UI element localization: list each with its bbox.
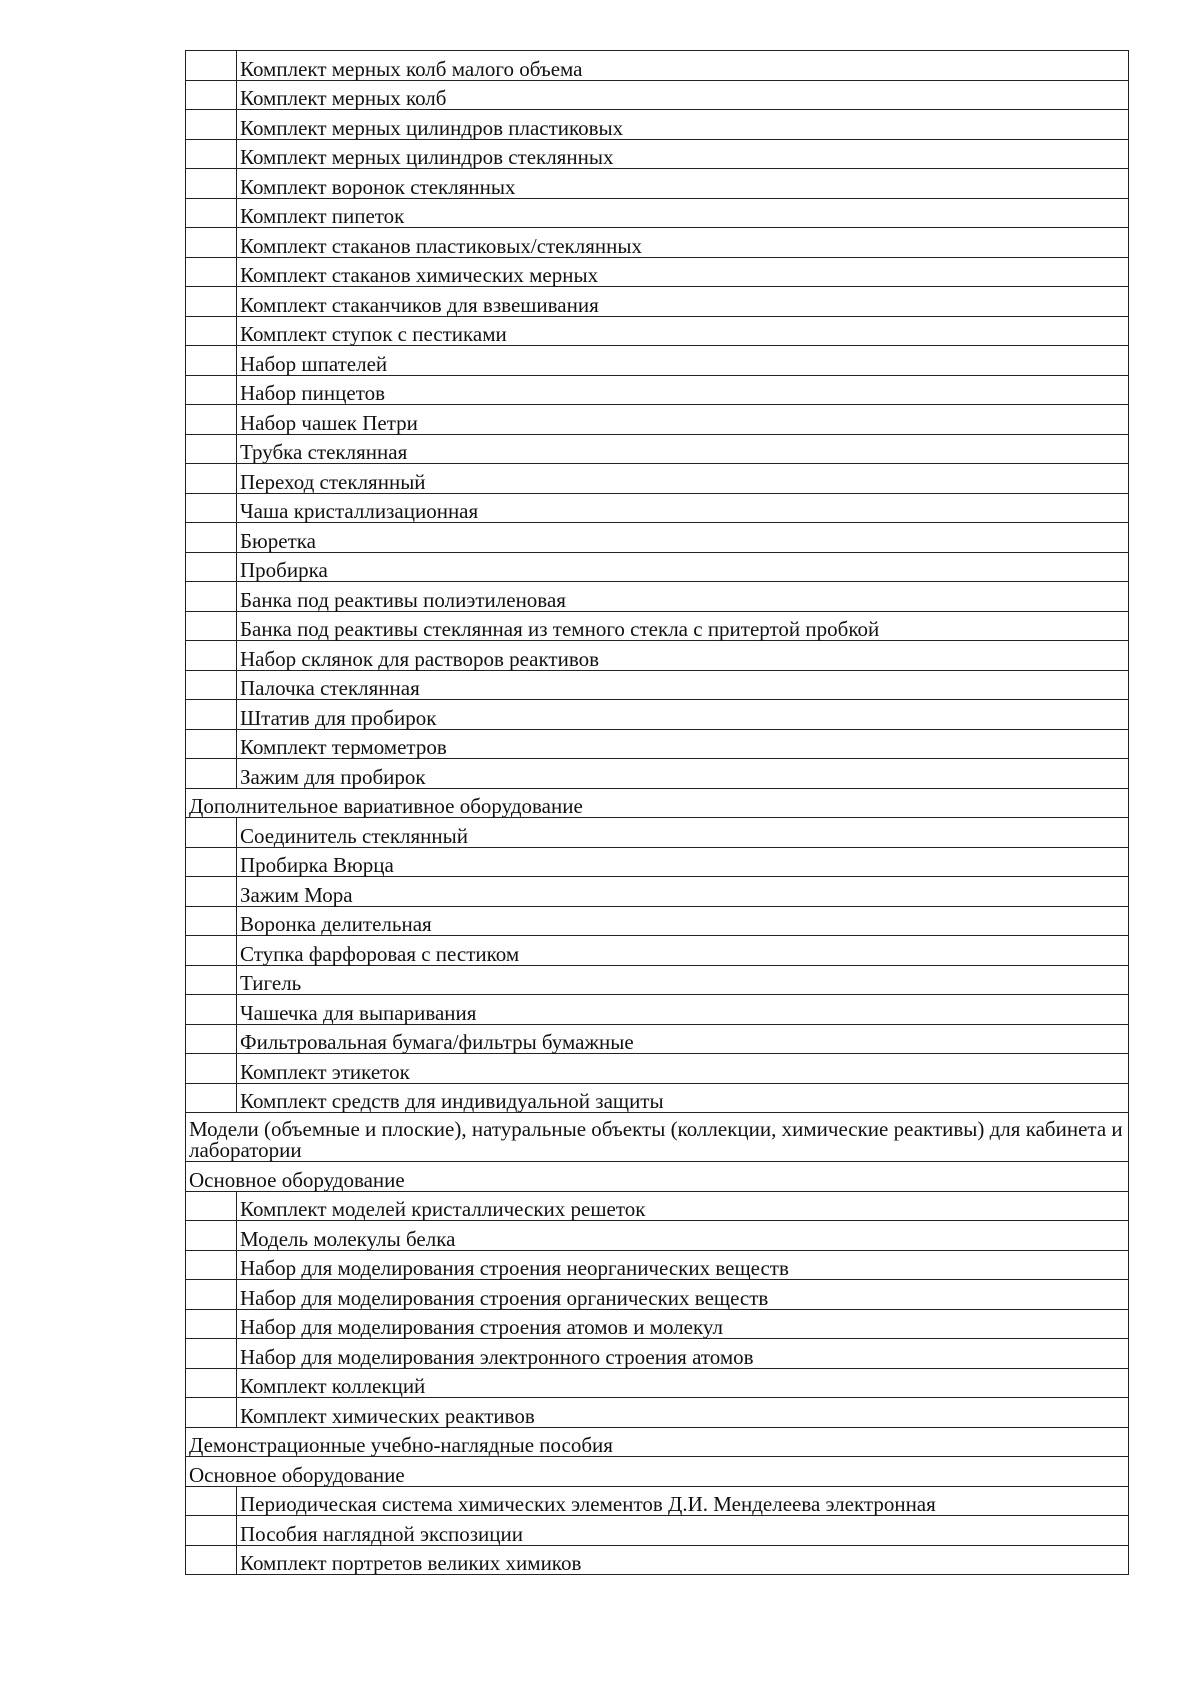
row-number-cell [186, 729, 237, 759]
item-name: Периодическая система химических элементов Д.И. Менделеева электронная [237, 1486, 1129, 1516]
row-number-cell [186, 464, 237, 494]
row-number-cell [186, 700, 237, 730]
row-number-cell [186, 847, 237, 877]
row-number-cell [186, 1339, 237, 1369]
table-row [186, 434, 1129, 464]
row-number-cell [186, 346, 237, 376]
row-number-cell [186, 611, 237, 641]
row-number-cell [186, 316, 237, 346]
item-name: Соединитель стеклянный [237, 818, 1129, 848]
table-row [186, 523, 1129, 553]
table-row [186, 611, 1129, 641]
table-row [186, 936, 1129, 966]
row-number-cell [186, 1280, 237, 1310]
row-number-cell [186, 198, 237, 228]
table-row [186, 759, 1129, 789]
item-name: Комплект пипеток [237, 198, 1129, 228]
table-row [186, 847, 1129, 877]
table-row [186, 906, 1129, 936]
row-number-cell [186, 1486, 237, 1516]
section-header-row [186, 1113, 1129, 1162]
item-name: Модель молекулы белка [237, 1221, 1129, 1251]
row-number-cell [186, 1368, 237, 1398]
document-page [185, 50, 1129, 1575]
table-row [186, 729, 1129, 759]
table-row [186, 257, 1129, 287]
row-number-cell [186, 523, 237, 553]
item-name: Набор для моделирования строения атомов и молекул [237, 1309, 1129, 1339]
row-number-cell [186, 375, 237, 405]
item-name: Пробирка Вюрца [237, 847, 1129, 877]
table-row [186, 1280, 1129, 1310]
item-name: Пособия наглядной экспозиции [237, 1516, 1129, 1546]
item-name: Комплект мерных колб [237, 80, 1129, 110]
table-row [186, 375, 1129, 405]
item-name: Бюретка [237, 523, 1129, 553]
table-row [186, 1339, 1129, 1369]
row-number-cell [186, 110, 237, 140]
item-name: Набор склянок для растворов реактивов [237, 641, 1129, 671]
item-name: Пробирка [237, 552, 1129, 582]
row-number-cell [186, 1309, 237, 1339]
item-name: Зажим Мора [237, 877, 1129, 907]
equipment-table [185, 50, 1129, 1575]
item-name: Тигель [237, 965, 1129, 995]
row-number-cell [186, 906, 237, 936]
row-number-cell [186, 1221, 237, 1251]
item-name: Переход стеклянный [237, 464, 1129, 494]
item-name: Комплект стаканов химических мерных [237, 257, 1129, 287]
table-row [186, 700, 1129, 730]
table-row [186, 464, 1129, 494]
row-number-cell [186, 1545, 237, 1575]
row-number-cell [186, 936, 237, 966]
item-name: Чаша кристаллизационная [237, 493, 1129, 523]
item-name: Комплект портретов великих химиков [237, 1545, 1129, 1575]
item-name: Комплект воронок стеклянных [237, 169, 1129, 199]
table-row [186, 1083, 1129, 1113]
item-name: Комплект коллекций [237, 1368, 1129, 1398]
row-number-cell [186, 1250, 237, 1280]
item-name: Комплект стаканчиков для взвешивания [237, 287, 1129, 317]
item-name: Штатив для пробирок [237, 700, 1129, 730]
item-name: Комплект средств для индивидуальной защиты [237, 1083, 1129, 1113]
item-name: Банка под реактивы стеклянная из темного стекла с притертой пробкой [237, 611, 1129, 641]
row-number-cell [186, 818, 237, 848]
table-row [186, 1221, 1129, 1251]
item-name: Набор пинцетов [237, 375, 1129, 405]
row-number-cell [186, 405, 237, 435]
row-number-cell [186, 1024, 237, 1054]
table-row [186, 287, 1129, 317]
table-row [186, 51, 1129, 81]
item-name: Чашечка для выпаривания [237, 995, 1129, 1025]
table-row [186, 80, 1129, 110]
item-name: Трубка стеклянная [237, 434, 1129, 464]
section-header-row [186, 788, 1129, 818]
row-number-cell [186, 1191, 237, 1221]
row-number-cell [186, 877, 237, 907]
row-number-cell [186, 228, 237, 258]
section-header-row [186, 1162, 1129, 1192]
row-number-cell [186, 51, 237, 81]
row-number-cell [186, 670, 237, 700]
row-number-cell [186, 995, 237, 1025]
item-name: Комплект ступок с пестиками [237, 316, 1129, 346]
table-row [186, 1516, 1129, 1546]
table-row [186, 582, 1129, 612]
item-name: Палочка стеклянная [237, 670, 1129, 700]
table-row [186, 198, 1129, 228]
row-number-cell [186, 139, 237, 169]
row-number-cell [186, 1516, 237, 1546]
item-name: Ступка фарфоровая с пестиком [237, 936, 1129, 966]
row-number-cell [186, 1054, 237, 1084]
item-name: Набор для моделирования электронного строения атомов [237, 1339, 1129, 1369]
section-header-row [186, 1427, 1129, 1457]
row-number-cell [186, 552, 237, 582]
table-row [186, 965, 1129, 995]
row-number-cell [186, 434, 237, 464]
item-name: Банка под реактивы полиэтиленовая [237, 582, 1129, 612]
row-number-cell [186, 80, 237, 110]
table-row [186, 346, 1129, 376]
item-name: Комплект химических реактивов [237, 1398, 1129, 1428]
item-name: Набор шпателей [237, 346, 1129, 376]
equipment-table-body [186, 51, 1129, 1575]
table-row [186, 228, 1129, 258]
section-title: Модели (объемные и плоские), натуральные объекты (коллекции, химические реактивы) для кабинета и лаборатории [186, 1113, 1129, 1162]
table-row [186, 1250, 1129, 1280]
item-name: Комплект мерных цилиндров стеклянных [237, 139, 1129, 169]
item-name: Комплект мерных колб малого объема [237, 51, 1129, 81]
item-name: Набор для моделирования строения неорганических веществ [237, 1250, 1129, 1280]
table-row [186, 493, 1129, 523]
table-row [186, 1191, 1129, 1221]
table-row [186, 1486, 1129, 1516]
table-row [186, 1368, 1129, 1398]
table-row [186, 1398, 1129, 1428]
item-name: Зажим для пробирок [237, 759, 1129, 789]
item-name: Комплект мерных цилиндров пластиковых [237, 110, 1129, 140]
section-title: Основное оборудование [186, 1162, 1129, 1192]
row-number-cell [186, 641, 237, 671]
row-number-cell [186, 582, 237, 612]
table-row [186, 1054, 1129, 1084]
row-number-cell [186, 965, 237, 995]
table-row [186, 877, 1129, 907]
table-row [186, 670, 1129, 700]
section-header-row [186, 1457, 1129, 1487]
row-number-cell [186, 493, 237, 523]
table-row [186, 169, 1129, 199]
item-name: Комплект моделей кристаллических решеток [237, 1191, 1129, 1221]
row-number-cell [186, 287, 237, 317]
table-row [186, 110, 1129, 140]
row-number-cell [186, 257, 237, 287]
table-row [186, 641, 1129, 671]
item-name: Комплект стаканов пластиковых/стеклянных [237, 228, 1129, 258]
item-name: Набор для моделирования строения органических веществ [237, 1280, 1129, 1310]
row-number-cell [186, 759, 237, 789]
section-title: Демонстрационные учебно-наглядные пособия [186, 1427, 1129, 1457]
table-row [186, 316, 1129, 346]
table-row [186, 405, 1129, 435]
item-name: Фильтровальная бумага/фильтры бумажные [237, 1024, 1129, 1054]
table-row [186, 1024, 1129, 1054]
item-name: Набор чашек Петри [237, 405, 1129, 435]
item-name: Комплект термометров [237, 729, 1129, 759]
table-row [186, 995, 1129, 1025]
item-name: Воронка делительная [237, 906, 1129, 936]
row-number-cell [186, 169, 237, 199]
table-row [186, 818, 1129, 848]
table-row [186, 1545, 1129, 1575]
table-row [186, 139, 1129, 169]
table-row [186, 552, 1129, 582]
section-title: Дополнительное вариативное оборудование [186, 788, 1129, 818]
row-number-cell [186, 1398, 237, 1428]
item-name: Комплект этикеток [237, 1054, 1129, 1084]
table-row [186, 1309, 1129, 1339]
section-title: Основное оборудование [186, 1457, 1129, 1487]
row-number-cell [186, 1083, 237, 1113]
